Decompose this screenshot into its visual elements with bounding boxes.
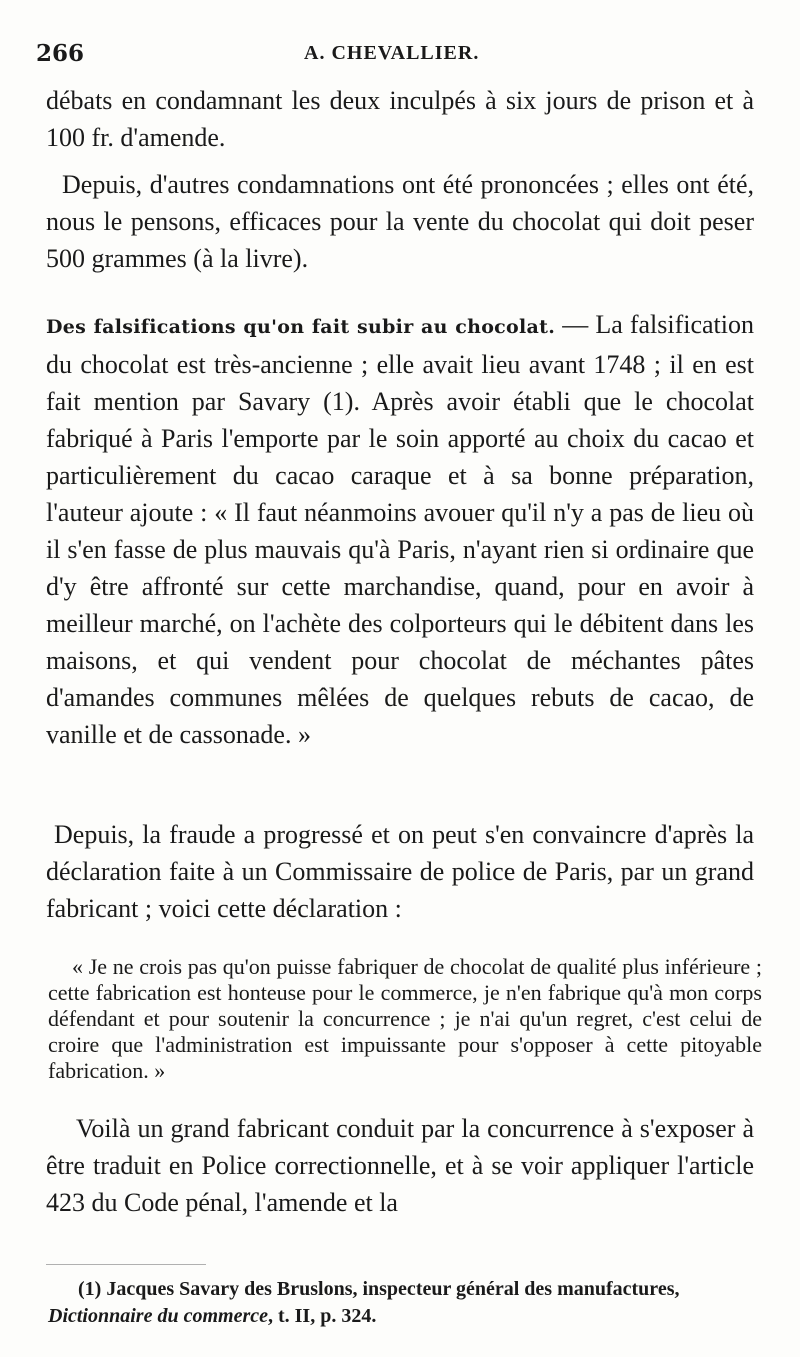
footnote [48, 1276, 770, 1330]
footnote-divider [46, 1264, 206, 1265]
paragraph-6: Voilà un grand fabricant conduit par la concurrence à s'exposer à être traduit en Police correctionnelle, et à se voir appliquer l'article 423 du Code pénal, l'amende et la [46, 1114, 754, 1217]
paragraph-3-body: — La falsification du chocolat est très-ancienne ; elle avait lieu avant 1748 ; il en est fait mention par Savary (1). Après avoir établi que le chocolat fabriqué à Paris l'emporte par le soin apporté au choix du cacao et particulièrement du cacao caraque et à sa bonne préparation, l'auteur ajoute : « Il faut néanmoins avouer qu'il n'y a pas de lieu où il s'en fasse de plus mauvais qu'à Paris, n'ayant rien si ordinaire que d'y être affronté sur cette marchandise, quand, pour en avoir à meilleur marché, on l'achète des colporteurs qui le débitent dans les maisons, et qui vendent pour chocolat de méchantes pâtes d'amandes communes mêlées de quelques rebuts de cacao, de vanille et de cassonade. » [46, 310, 754, 749]
footnote-book-title: Dictionnaire du commerce [48, 1305, 268, 1327]
paragraph-2: Depuis, d'autres condamnations ont été prononcées ; elles ont été, nous le pensons, efficaces pour la vente du chocolat qui doit peser 500 grammes (à la livre). [46, 170, 754, 273]
section-title: Des falsifications qu'on fait subir au chocolat. [46, 316, 556, 338]
quoted-declaration [48, 954, 762, 1084]
quote-text: « Je ne crois pas qu'on puisse fabriquer de chocolat de qualité plus inférieure ; cette fabrication est honteuse pour le commerce, je n'en fabrique qu'à mon corps défendant et pour soutenir la concurrence ; je n'ai qu'un regret, c'est celui de croire que l'administration est impuissante pour s'opposer à cette pitoyable fabrication. » [48, 954, 762, 1083]
footnote-line-1: (1) Jacques Savary des Bruslons, inspecteur général des manufactures, [78, 1278, 680, 1300]
paragraph-4: Depuis, la fraude a progressé et on peut s'en convaincre d'après la déclaration faite à un Commissaire de police de Paris, par un grand fabricant ; voici cette déclaration : [46, 820, 754, 923]
running-head: A. CHEVALLIER. [304, 42, 480, 64]
paragraph-3 [46, 306, 754, 753]
paragraph-1: débats en condamnant les deux inculpés à six jours de prison et à 100 fr. d'amende. [46, 86, 754, 152]
page-header [36, 40, 756, 70]
page-number: 266 [36, 40, 85, 67]
footnote-citation: , t. II, p. 324. [267, 1305, 377, 1327]
